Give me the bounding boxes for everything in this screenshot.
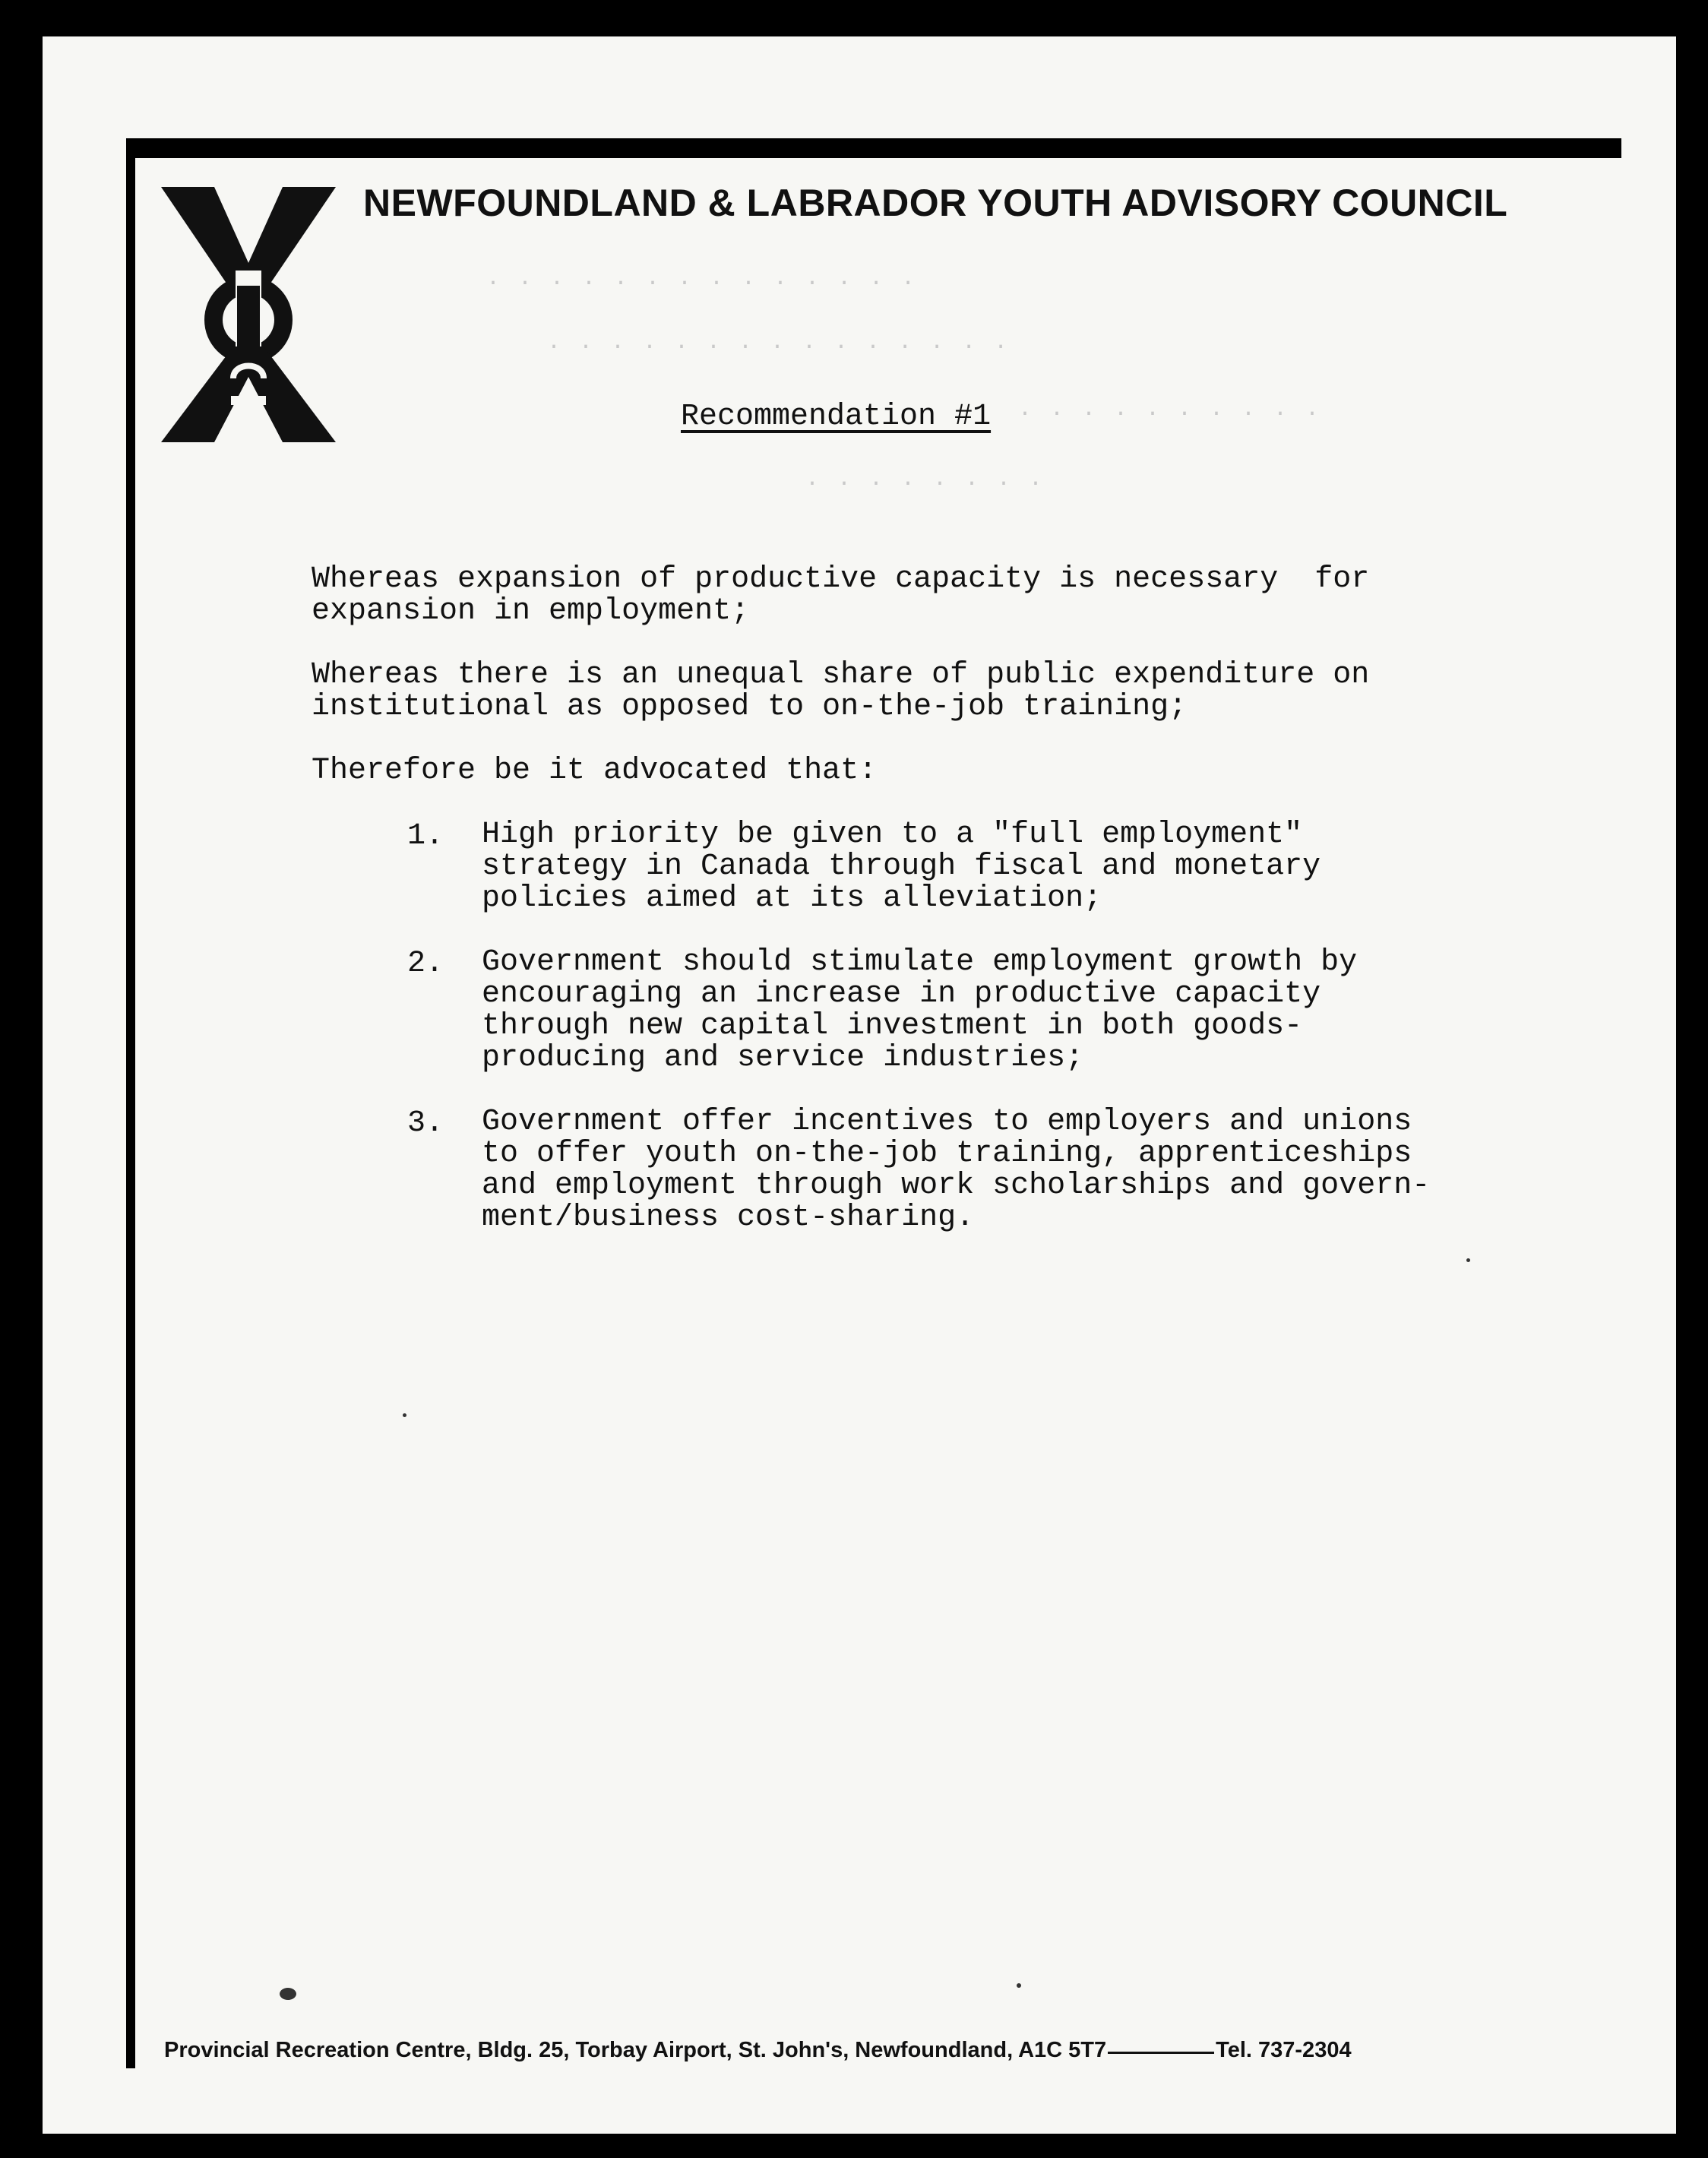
scan-speck <box>1466 1258 1470 1262</box>
show-through-mark: · · · · · · · · · · · · · · <box>486 271 918 296</box>
show-through-mark: · · · · · · · · <box>805 471 1045 497</box>
letterhead-top-border <box>126 138 1621 158</box>
therefore-clause: Therefore be it advocated that: <box>312 754 878 788</box>
council-logo <box>161 179 336 445</box>
letterhead-footer <box>164 2038 1352 2063</box>
scan-speck <box>403 1413 406 1417</box>
footer-phone: Tel. 737-2304 <box>1216 2038 1352 2062</box>
whereas-clause-2: Whereas there is an unequal share of public expenditure on institutional as opposed to on-the-job training; <box>312 658 1370 724</box>
list-item-number: 1. <box>407 819 444 853</box>
list-item-text: Government should stimulate employment growth by encouraging an increase in productive capacity through new capital investment in both goods- producing and service industries; <box>482 945 1358 1075</box>
recommendation-title: Recommendation #1 <box>681 400 992 434</box>
show-through-mark: · · · · · · · · · · <box>1018 401 1322 427</box>
footer-rule <box>1108 2052 1214 2054</box>
list-item-number: 2. <box>407 947 444 981</box>
list-item-number: 3. <box>407 1106 444 1141</box>
show-through-mark: · · · · · · · · · · · · · · · <box>547 334 1011 360</box>
scan-speck <box>280 1988 296 2000</box>
council-name-heading: NEWFOUNDLAND & LABRADOR YOUTH ADVISORY COUNCIL <box>363 182 1508 224</box>
letterhead-left-border <box>126 138 135 2068</box>
whereas-clause-1: Whereas expansion of productive capacity is necessary for expansion in employment; <box>312 562 1370 628</box>
list-item-text: Government offer incentives to employers and unions to offer youth on-the-job training, apprenticeships and employment through work scholarships and govern- ment/business cost-sharing. <box>482 1105 1431 1235</box>
scan-speck <box>1017 1983 1021 1988</box>
footer-address: Provincial Recreation Centre, Bldg. 25, Torbay Airport, St. John's, Newfoundland, A1C 5T7 <box>164 2038 1107 2062</box>
list-item-text: High priority be given to a "full employment" strategy in Canada through fiscal and monetary policies aimed at its alleviation; <box>482 818 1321 916</box>
